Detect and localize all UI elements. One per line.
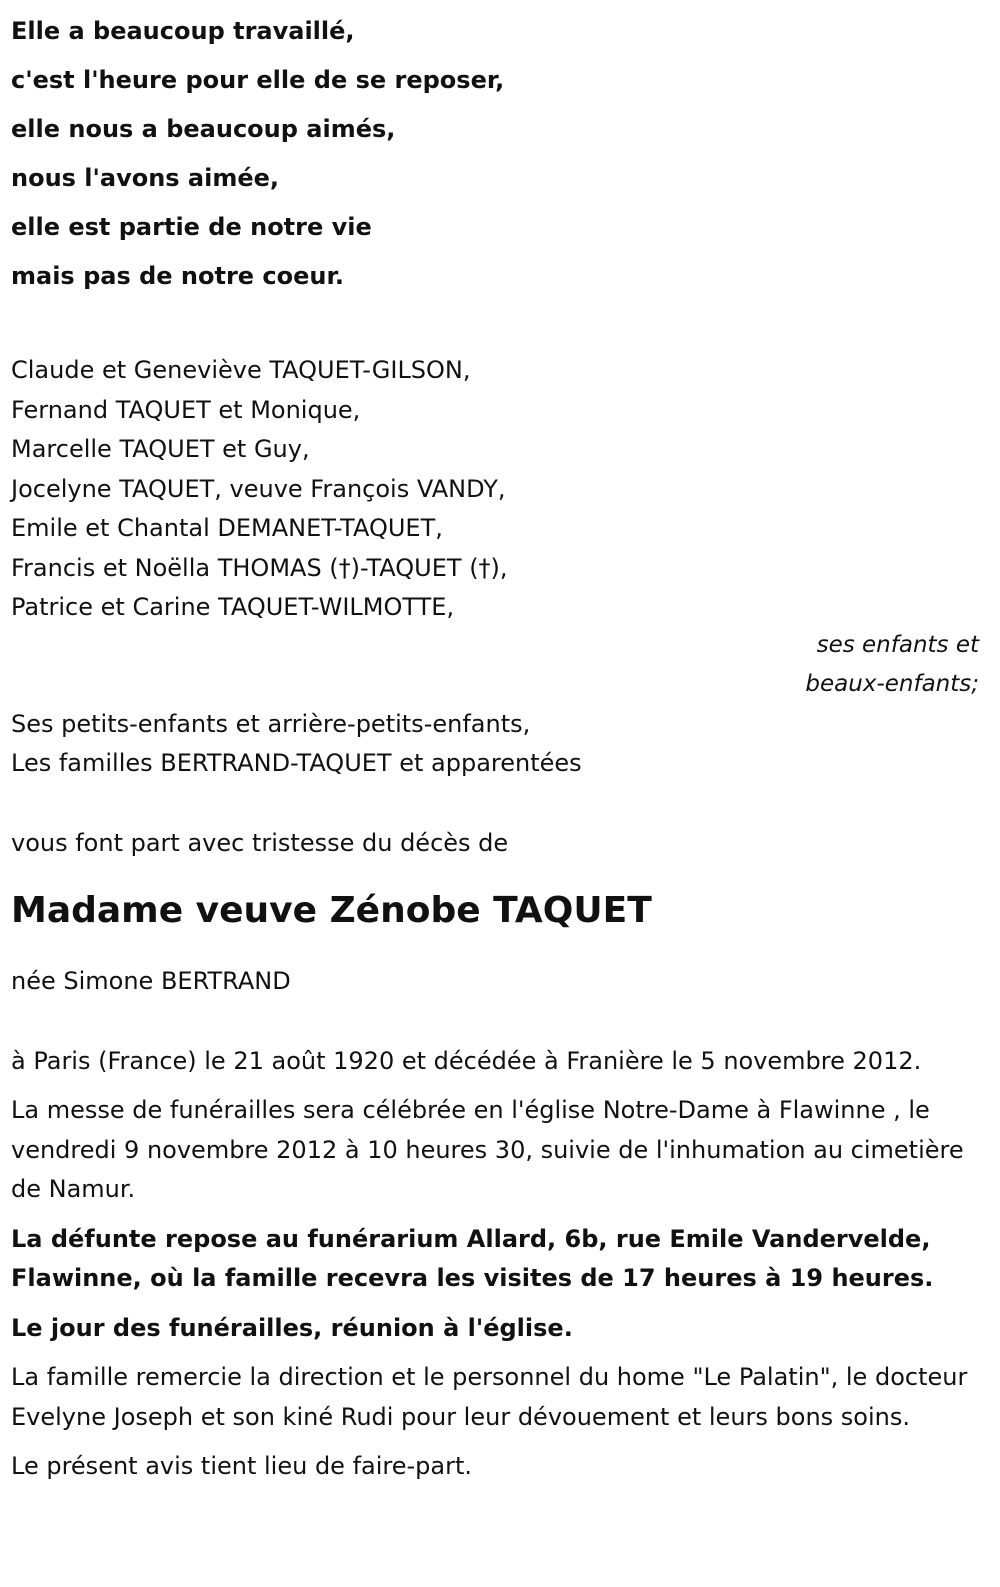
viewing-info: La défunte repose au funérarium Allard, 6b, rue Emile Vandervelde, Flawinne, où la famille recevra les visites de 17 heures à 19 heures. <box>11 1224 934 1292</box>
family-member: Emile et Chantal DEMANET-TAQUET, <box>11 514 443 542</box>
family-member: Claude et Geneviève TAQUET-GILSON, <box>11 356 471 384</box>
funeral-mass-info: La messe de funérailles sera célébrée en l'église Notre-Dame à Flawinne , le vendredi 9 novembre 2012 à 10 heures 30, suivie de l'inhumation au cimetière de Namur. <box>11 1096 964 1203</box>
thanks-info: La famille remercie la direction et le personnel du home "Le Palatin", le docteur Evelyne Joseph et son kiné Rudi pour leur dévouement et leurs bons soins. <box>11 1363 968 1431</box>
announcement: vous font part avec tristesse du décès de <box>11 828 509 857</box>
relatives-line: Ses petits-enfants et arrière-petits-enfants, <box>11 709 531 738</box>
family-member: Marcelle TAQUET et Guy, <box>11 435 310 463</box>
closing-note: Le présent avis tient lieu de faire-part. <box>11 1452 473 1480</box>
poem-line: mais pas de notre coeur. <box>11 262 345 290</box>
family-member: Patrice et Carine TAQUET-WILMOTTE, <box>11 593 455 621</box>
family-list <box>11 351 989 628</box>
birth-name: née Simone BERTRAND <box>11 967 291 995</box>
poem-line: elle nous a beaucoup aimés, <box>11 115 396 143</box>
family-member: Jocelyne TAQUET, veuve François VANDY, <box>11 474 506 503</box>
poem-line: nous l'avons aimée, <box>11 164 280 192</box>
relatives-line: Les familles BERTRAND-TAQUET et apparentées <box>11 749 582 777</box>
family-member: Francis et Noëlla THOMAS (†)-TAQUET (†), <box>11 553 508 582</box>
relatives-list <box>11 705 989 784</box>
poem-line: Elle a beaucoup travaillé, <box>11 17 355 45</box>
deceased-name: Madame veuve Zénobe TAQUET <box>11 890 652 931</box>
gathering-info: Le jour des funérailles, réunion à l'église. <box>11 1313 573 1342</box>
poem-line: elle est partie de notre vie <box>11 213 372 241</box>
poem <box>11 0 989 301</box>
family-role-line: ses enfants et <box>816 631 979 658</box>
birth-death-info: à Paris (France) le 21 août 1920 et décédée à Franière le 5 novembre 2012. <box>11 1046 922 1075</box>
poem-line: c'est l'heure pour elle de se reposer, <box>11 66 505 94</box>
family-member: Fernand TAQUET et Monique, <box>11 395 361 424</box>
family-role <box>11 626 979 705</box>
family-role-line: beaux-enfants; <box>805 671 979 697</box>
